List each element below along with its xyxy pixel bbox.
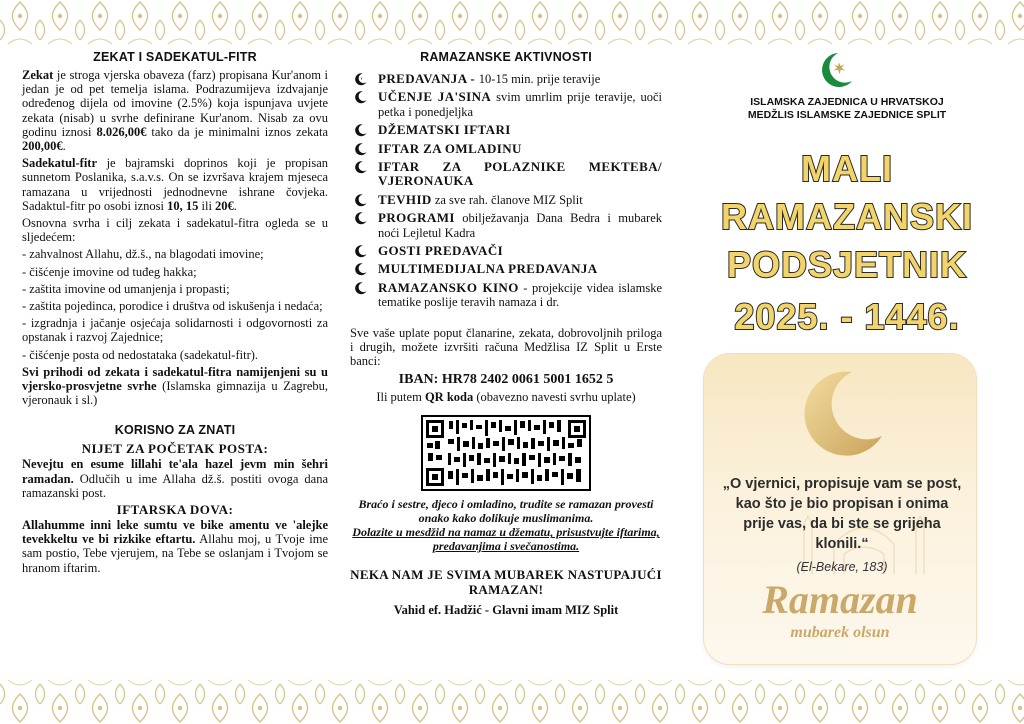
nijet-title: NIJET ZA POČETAK POSTA: — [81, 441, 269, 457]
list-item: - zaštita pojedinca, porodice i društva od iskušenja i nedaća; — [22, 299, 323, 314]
income-paragraph: Svi prihodi od zekata i sadekatul-fitra namijenjeni su u vjersko-prosvjetne svrhe (Islamska gimnazija u Zagrebu, vjeronauk i sl.) — [22, 364, 328, 408]
ramazan-script: Ramazan — [762, 577, 918, 622]
list-item: GOSTI PREDAVAČI — [350, 244, 662, 258]
list-item: PREDAVANJA - 10-15 min. prije teravije — [350, 72, 662, 86]
crescent-icon — [354, 90, 368, 104]
crescent-icon — [354, 72, 368, 86]
payments-paragraph: Sve vaše uplate poput članarine, zekata, dobrovoljnih priloga i drugih, možete izvršiti računa Medžlisa IZ Split u Erste banci: — [350, 325, 662, 369]
closing-text: NEKA NAM JE SVIMA MUBAREK NASTUPAJUĆI RAMAZAN! — [350, 567, 662, 598]
zekat-paragraph: Zekat je stroga vjerska obaveza (farz) propisana Kur'anom i jedan je od pet temelja islama. Podrazumijeva izdvajanje određenog dijela od imovine (2.5%) koja ispunjava uvjete zekata (nisab) u svrhe definirane Kur'anom. Nisab za ovu godinu iznosi 8.026,00€ tako da je minimalni iznos zekata 200,00€. — [22, 68, 328, 154]
crescent-icon — [354, 193, 368, 207]
left-column — [22, 50, 328, 575]
quote-text: „O vjernici, propisuje vam se post, kao što je bio propisan i onima prije vas, da bi ste se grijeha klonili.“ — [722, 476, 962, 552]
quote-reference: (El-Bekare, 183) — [796, 560, 888, 574]
list-item: - izgradnja i jačanje osjećaja solidarnosti i odgovornosti za opstanak i razvoj Zajednice; — [22, 316, 328, 345]
qr-caption: Ili putem QR koda (obavezno navesti svrhu uplate) — [376, 390, 636, 405]
note-underlined: Dolazite u mesdžid na namaz u džematu, prisustvujte iftarima, predavanjima i svečanostima. — [352, 525, 660, 554]
bottom-ornament-border — [0, 678, 1024, 724]
fitr-paragraph: Sadekatul-fitr je bajramski doprinos koji je propisan sunnetom Poslanika, s.a.v.s. On se izvršava krajem mjeseca ramazana u vrijednosti jednodnevne ishrane čovjeka. Sadaktul-fitr po osobi iznosi 10, 15 ili 20€. — [22, 156, 328, 213]
crescent-icon — [354, 160, 368, 174]
islamic-community-logo — [816, 50, 856, 92]
list-item: UČENJE JA'SINA svim umrlim prije teravije, uoči petka i ponedjeljka — [350, 90, 662, 119]
crescent-icon — [354, 281, 368, 295]
dova-title: IFTARSKA DOVA: — [116, 502, 234, 518]
list-item: - zahvalnost Allahu, dž.š., na blagodati imovine; — [22, 247, 264, 262]
organization-name: ISLAMSKA ZAJEDNICA U HRVATSKOJ MEDŽLIS ISLAMSKE ZAJEDNICE SPLIT — [747, 96, 947, 121]
purpose-paragraph: Osnovna svrha i cilj zekata i sadekatul-fitra ogleda se u sljedećem: — [22, 216, 328, 245]
activities-list — [350, 72, 662, 310]
list-item: RAMAZANSKO KINO - projekcije videa islamske tematike poslije teravih namaza i dr. — [350, 281, 662, 310]
crescent-icon — [354, 262, 368, 276]
title-line-3: PODSJETNIK — [726, 244, 968, 285]
purpose-list — [22, 247, 328, 361]
signature: Vahid ef. Hadžić - Glavni imam MIZ Split — [393, 603, 619, 618]
list-item: - čišćenje posta od nedostataka (sadekatul-fitr). — [22, 347, 259, 362]
list-item: MULTIMEDIJALNA PREDAVANJA — [350, 262, 662, 276]
list-item: TEVHID za sve rah. članove MIZ Split — [350, 193, 662, 207]
list-item: DŽEMATSKI IFTARI — [350, 123, 662, 137]
title-line-2: RAMAZANSKI — [721, 196, 973, 237]
korisno-section-title: KORISNO ZA ZNATI — [114, 423, 236, 438]
title-line-1: MALI — [801, 148, 893, 189]
nijet-paragraph: Nevejtu en esume lillahi te'ala hazel jevm min šehri ramadan. Odlučih u ime Allaha dž.š. postiti ovoga dana ramazanski post. — [22, 457, 328, 500]
crescent-icon — [354, 244, 368, 258]
note-paragraph: Braćo i sestre, djeco i omladino, trudite se ramazan provesti onako kako dolikuje muslimanima. — [358, 497, 654, 526]
crescent-moon-icon — [792, 366, 888, 462]
iban-text: IBAN: HR78 2402 0061 5001 1652 5 — [398, 372, 614, 388]
list-item: IFTAR ZA POLAZNIKE MEKTEBA/ VJERONAUKA — [350, 160, 662, 189]
middle-column — [350, 50, 662, 618]
top-ornament-border — [0, 0, 1024, 46]
list-item: PROGRAMI obilježavanja Dana Bedra i mubarek noći Lejletul Kadra — [350, 211, 662, 240]
mubarek-script: mubarek olsun — [790, 624, 890, 641]
qr-code-pattern — [423, 417, 589, 489]
dova-paragraph: Allahumme inni leke sumtu ve bike amentu ve 'alejke tevekkeltu ve bi rizkike eftartu. Allahu moj, u Tvoje ime sam postio, Tebe vjerujem, na Tebe se oslanjam i Tvojom se hranom iftarim. — [22, 518, 329, 575]
list-item: - čišćenje imovine od tuđeg hakka; — [22, 264, 197, 279]
crescent-icon — [354, 123, 368, 137]
qr-code[interactable] — [421, 415, 591, 491]
zekat-section-title: ZEKAT I SADEKATUL-FITR — [93, 50, 257, 64]
activities-section-title: RAMAZANSKE AKTIVNOSTI — [420, 50, 592, 64]
crescent-icon — [354, 211, 368, 225]
quote-card — [704, 354, 976, 664]
crescent-icon — [354, 142, 368, 156]
list-item: - zaštita imovine od umanjenja i propasti; — [22, 281, 230, 296]
list-item: IFTAR ZA OMLADINU — [350, 142, 662, 156]
title-years: 2025. - 1446. — [734, 296, 960, 337]
